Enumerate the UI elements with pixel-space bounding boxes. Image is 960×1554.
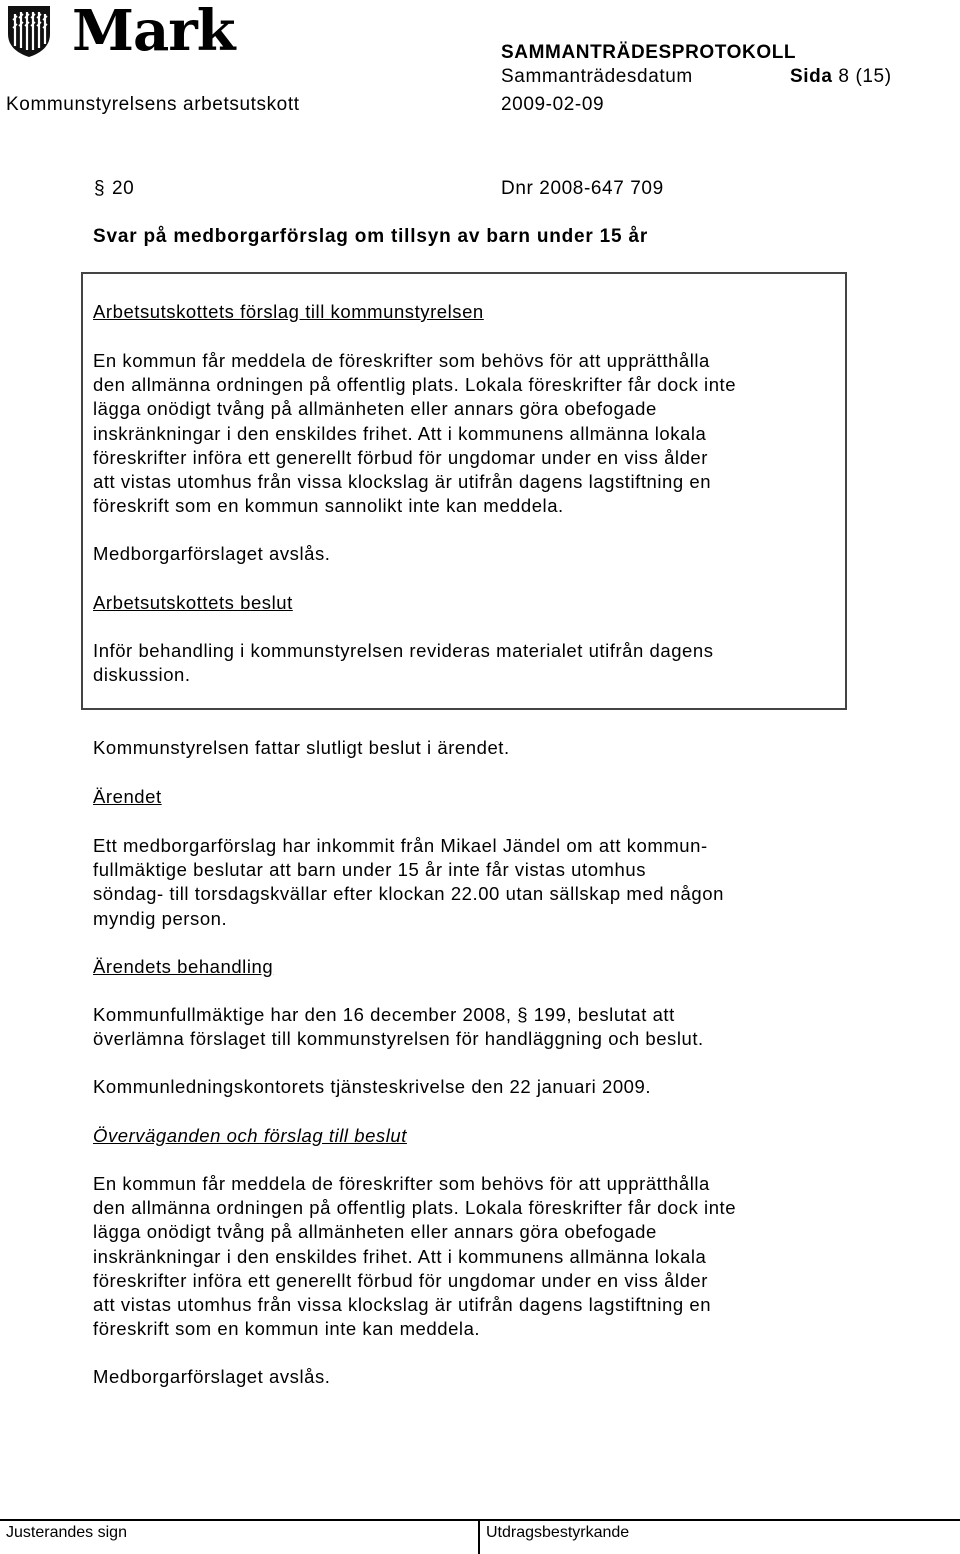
page-label: Sida — [790, 66, 833, 87]
final-decision-note: Kommunstyrelsen fattar slutligt beslut i ärendet. — [93, 737, 510, 758]
handling-text-1b: 199, beslutat att — [533, 1004, 675, 1025]
meeting-date: 2009-02-09 — [501, 94, 605, 115]
handling-line-2: överlämna förslaget till kommunstyrelsen för handläggning och beslut. — [93, 1028, 704, 1049]
handling-line-1 — [93, 1003, 675, 1027]
certification-field-label: Utdragsbestyrkande — [486, 1524, 630, 1541]
proposal-heading: Arbetsutskottets förslag till kommunstyrelsen — [93, 301, 484, 322]
decision-text: Inför behandling i kommunstyrelsen revideras materialet utifrån dagens diskussion. — [93, 640, 714, 686]
proposal-text: En kommun får meddela de föreskrifter som behövs för att upprätthålla den allmänna ordningen på offentlig plats. Lokala föreskrifter får dock inte lägga onödigt tvång på allmänheten eller annars göra obefogade inskränkningar i den enskildes frihet. Att i kommunens allmänna lokala föreskrifter införa ett generellt förbud för ungdomar under en viss ålder att vistas utomhus från vissa klockslag är utifrån dagens lagstiftning en föreskrift som en kommun sannolikt inte kan meddela. — [93, 350, 737, 517]
section-mark: § — [94, 178, 106, 199]
considerations-conclusion: Medborgarförslaget avslås. — [93, 1366, 331, 1387]
handling-heading: Ärendets behandling — [93, 956, 274, 977]
decision-heading: Arbetsutskottets beslut — [93, 592, 293, 613]
signature-field-label: Justerandes sign — [6, 1524, 127, 1541]
considerations-text: En kommun får meddela de föreskrifter som behövs för att upprätthålla den allmänna ordningen på offentlig plats. Lokala föreskrifter får dock inte lägga onödigt tvång på allmänheten eller annars göra obefogade inskränkningar i den enskildes frihet. Att i kommunens allmänna lokala föreskrifter införa ett generellt förbud för ungdomar under en viss ålder att vistas utomhus från vissa klockslag är utifrån dagens lagstiftning en föreskrift som en kommun inte kan meddela. — [93, 1173, 737, 1340]
case-title: Svar på medborgarförslag om tillsyn av barn under 15 år — [93, 226, 649, 247]
municipality-logo-text: Mark — [72, 0, 235, 64]
proposal-conclusion: Medborgarförslaget avslås. — [93, 543, 331, 564]
protocol-title: SAMMANTRÄDESPROTOKOLL — [501, 42, 797, 63]
footer-divider — [478, 1519, 480, 1554]
memo-text: Kommunledningskontorets tjänsteskrivelse den 22 januari 2009. — [93, 1076, 652, 1097]
matter-heading: Ärendet — [93, 786, 162, 807]
footer-rule — [0, 1519, 960, 1521]
municipal-crest-icon — [6, 4, 52, 58]
handling-section-mark: § — [517, 1004, 529, 1025]
section-number: 20 — [112, 178, 135, 199]
meeting-date-label: Sammanträdesdatum — [501, 66, 693, 87]
registration-number: Dnr 2008-647 709 — [501, 178, 664, 199]
matter-text: Ett medborgarförslag har inkommit från Mikael Jändel om att kommun- fullmäktige beslutar att barn under 15 år inte får vistas utomhus söndag- till torsdagskvällar efter klockan 22.00 utan sällskap med någon myndig person. — [93, 835, 724, 929]
considerations-heading: Överväganden och förslag till beslut — [93, 1125, 407, 1146]
committee-name: Kommunstyrelsens arbetsutskott — [6, 94, 300, 115]
page-number: 8 (15) — [838, 66, 892, 87]
handling-text-1a: Kommunfullmäktige har den 16 december 2008, — [93, 1004, 512, 1025]
page-indicator — [790, 66, 892, 88]
